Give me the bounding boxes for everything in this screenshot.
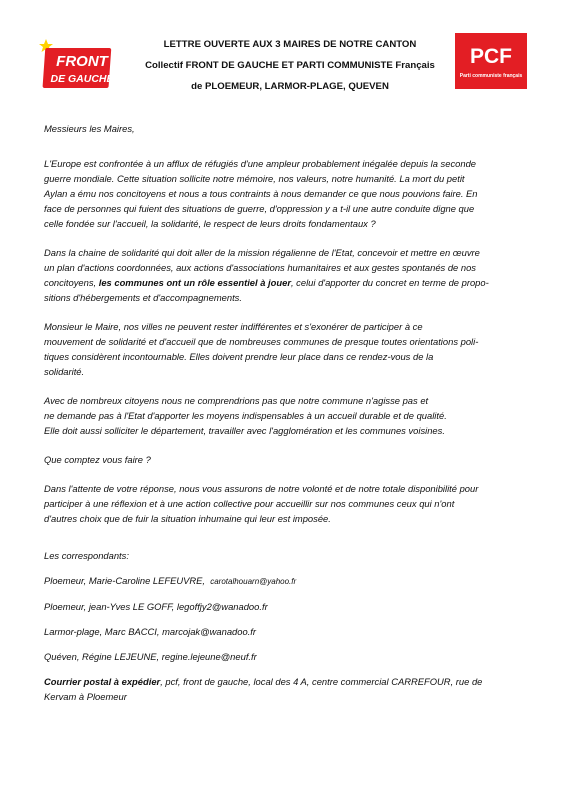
postal-text: Kervam à Ploemeur <box>44 691 127 702</box>
text-line: guerre mondiale. Cette situation sollicite notre mémoire, nos valeurs, notre humanité. La mort du petit <box>44 173 465 184</box>
pcf-logo <box>455 33 527 89</box>
paragraph-citizens <box>44 393 526 438</box>
logo-left-text-1: FRONT <box>56 53 108 70</box>
text-line: Dans l'attente de votre réponse, nous vous assurons de notre volonté et de notre totale disponibilité pour <box>44 483 479 494</box>
correspondant-2: Ploemeur, jean-Yves LE GOFF, legoffjy2@wanadoo.fr <box>44 601 268 612</box>
salutation: Messieurs les Maires, <box>44 123 135 134</box>
text-line <box>44 275 526 290</box>
postal-address <box>44 674 526 704</box>
logo-right-text-2: Parti communiste français <box>459 73 523 79</box>
text-line: solidarité. <box>44 366 85 377</box>
text-line: Monsieur le Maire, nos villes ne peuvent rester indifférentes et s'exonérer de participer à ce <box>44 321 423 332</box>
text-line: d'autres choix que de fuir la situation inhumaine qui leur est imposée. <box>44 513 331 524</box>
correspondant-4: Quéven, Régine LEJEUNE, regine.lejeune@neuf.fr <box>44 651 257 662</box>
text-line: ne demande pas à l'Etat d'apporter les moyens indispensables à un accueil durable et de qualité. <box>44 410 447 421</box>
text-line: Elle doit aussi solliciter le département, travailler avec l'agglomération et les communes voisines. <box>44 425 445 436</box>
text-fragment: concitoyens, <box>44 277 99 288</box>
correspondant-name: Ploemeur, Marie-Caroline LEFEUVRE, <box>44 575 205 586</box>
correspondants-title: Les correspondants: <box>44 550 129 561</box>
text-line: L'Europe est confrontée à un afflux de réfugiés d'une ampleur probablement inégalée depuis la seconde <box>44 158 477 169</box>
header-collective: Collectif FRONT DE GAUCHE ET PARTI COMMUNISTE Français <box>145 60 435 71</box>
correspondant-3: Larmor-plage, Marc BACCI, marcojak@wanadoo.fr <box>44 626 257 637</box>
correspondants-section <box>44 548 526 704</box>
postal-label: Courrier postal à expédier <box>44 676 161 687</box>
logo-right-text-1: PCF <box>470 45 512 68</box>
text-line: mouvement de solidarité et d'accueil que de nombreuses communes de presque toutes orientations poli- <box>44 336 479 347</box>
paragraph-refugees <box>44 156 526 231</box>
question-line: Que comptez vous faire ? <box>44 454 151 465</box>
email-link[interactable]: carotalhouarn@yahoo.fr <box>210 577 297 586</box>
correspondant-1 <box>44 573 526 589</box>
letter-header <box>130 39 450 102</box>
header-title: LETTRE OUVERTE AUX 3 MAIRES DE NOTRE CANTON <box>163 39 417 50</box>
text-line: Dans la chaine de solidarité qui doit aller de la mission régalienne de l'Etat, concevoir et mettre en œuvre <box>44 247 480 258</box>
text-line: un plan d'actions coordonnées, aux actions d'associations humanitaires et aux gestes spontanés de nos <box>44 262 476 273</box>
paragraph-solidarity <box>44 245 526 305</box>
paragraph-closing <box>44 481 526 526</box>
emphasis-text: les communes ont un rôle essentiel à jouer <box>98 277 291 288</box>
text-line: sitions d'hébergements et d'accompagnements. <box>44 292 242 303</box>
header-towns: de PLOEMEUR, LARMOR-PLAGE, QUEVEN <box>191 81 389 92</box>
text-line: participer à une réflexion et à une action collective pour accueillir sur nos communes ceux qui n'ont <box>44 498 455 509</box>
front-de-gauche-logo <box>38 38 114 92</box>
text-line: face de personnes qui fuient des situations de guerre, d'oppression y a t-il une autre conduite digne que <box>44 203 475 214</box>
paragraph-mayor <box>44 319 526 379</box>
postal-text: , pcf, front de gauche, local des 4 A, centre commercial CARREFOUR, rue de <box>160 676 483 687</box>
text-line: Avec de nombreux citoyens nous ne comprendrions pas que notre commune n'agisse pas et <box>44 395 429 406</box>
text-line: tiques considèrent incontournable. Elles doivent prendre leur place dans ce rendez-vous de la <box>44 351 434 362</box>
text-line: Aylan a ému nos concitoyens et nous a tous contraints à nous demander ce que nous pouvions faire. En <box>44 188 478 199</box>
text-fragment: , celui d'apporter du concret en terme de propo- <box>290 277 489 288</box>
logo-left-text-2: DE GAUCHE <box>50 73 114 85</box>
text-line: celle fondée sur l'accueil, la solidarité, le respect de leurs droits fondamentaux ? <box>44 218 376 229</box>
letter-body <box>44 121 526 714</box>
